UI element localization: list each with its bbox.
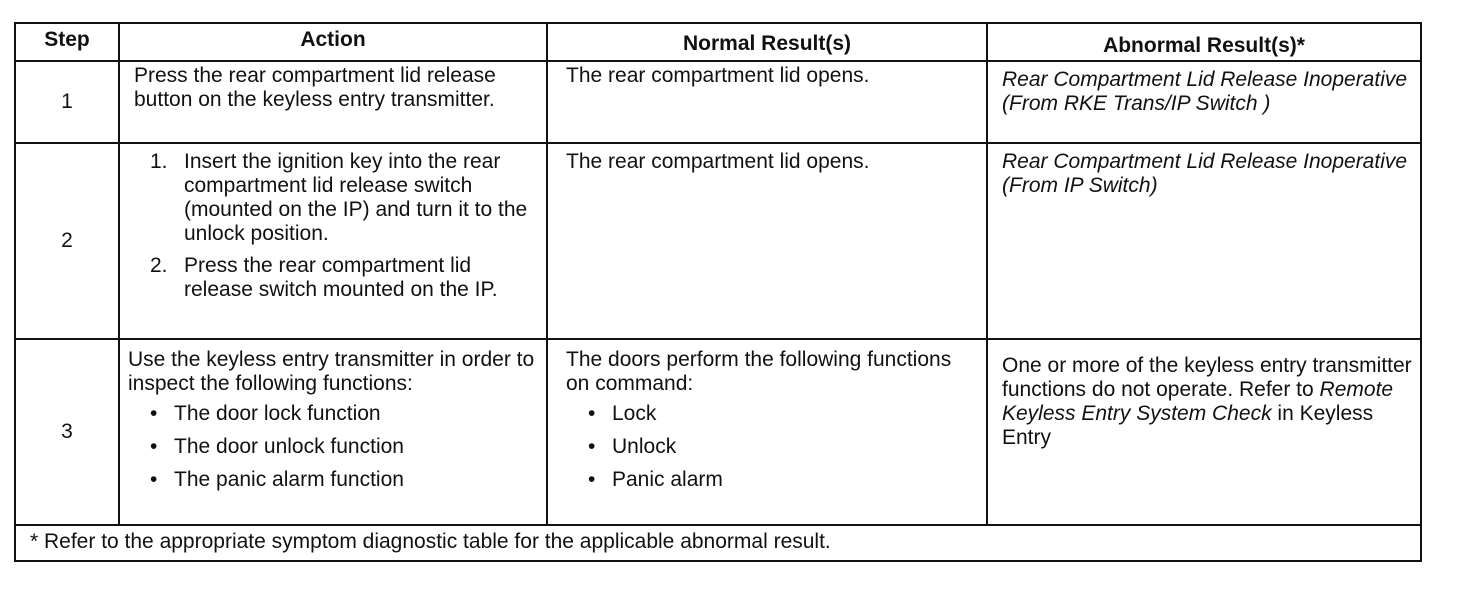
header-row bbox=[15, 23, 1421, 61]
table-row bbox=[15, 143, 1421, 339]
normal-result-text: The rear compartment lid opens. bbox=[566, 64, 870, 87]
normal-result-cell bbox=[547, 61, 987, 143]
normal-result-intro: The doors perform the following functions on command: bbox=[566, 348, 952, 395]
list-item-text: The panic alarm function bbox=[174, 468, 404, 491]
list-item-text: The door unlock function bbox=[174, 435, 404, 458]
action-bullet-list bbox=[128, 402, 538, 492]
abnormal-result-cell bbox=[987, 143, 1421, 339]
action-step-text: Insert the ignition key into the rear compartment lid release switch (mounted on the IP) and turn it to the unlock position. bbox=[184, 150, 528, 245]
abnormal-result-text-end: in Keyless Entry bbox=[1002, 402, 1374, 449]
list-item-text: Panic alarm bbox=[612, 468, 723, 491]
header-normal-result: Normal Result(s) bbox=[547, 23, 987, 61]
normal-result-text: The rear compartment lid opens. bbox=[566, 150, 870, 173]
table-row bbox=[15, 61, 1421, 143]
footnote: * Refer to the appropriate symptom diagnostic table for the applicable abnormal result. bbox=[15, 525, 1421, 561]
step-number: 1 bbox=[15, 61, 119, 143]
list-item-text: Unlock bbox=[612, 435, 677, 458]
list-item-text: The door lock function bbox=[174, 402, 381, 425]
abnormal-result-text: Rear Compartment Lid Release Inoperative (From RKE Trans/IP Switch ) bbox=[1002, 68, 1408, 115]
bullet-icon: • bbox=[588, 468, 596, 491]
action-step-number: 1. bbox=[150, 150, 168, 173]
list-item bbox=[588, 402, 978, 426]
action-steps-list bbox=[128, 150, 538, 302]
step-number: 3 bbox=[15, 339, 119, 525]
action-step bbox=[150, 254, 538, 302]
header-step: Step bbox=[15, 23, 119, 61]
header-action: Action bbox=[119, 23, 547, 61]
action-step-number: 2. bbox=[150, 254, 168, 277]
action-cell bbox=[119, 61, 547, 143]
abnormal-result-text: One or more of the keyless entry transmitter functions do not operate. Refer to bbox=[1002, 354, 1412, 401]
normal-bullet-list bbox=[566, 402, 978, 492]
abnormal-result-cell bbox=[987, 61, 1421, 143]
bullet-icon: • bbox=[150, 435, 158, 458]
table-row bbox=[15, 339, 1421, 525]
normal-result-cell bbox=[547, 143, 987, 339]
normal-result-cell bbox=[547, 339, 987, 525]
action-cell bbox=[119, 339, 547, 525]
list-item bbox=[588, 468, 978, 492]
list-item bbox=[150, 468, 538, 492]
diagnostic-table bbox=[14, 22, 1422, 562]
list-item bbox=[150, 435, 538, 459]
action-step bbox=[150, 150, 538, 246]
list-item-text: Lock bbox=[612, 402, 657, 425]
bullet-icon: • bbox=[588, 402, 596, 425]
abnormal-result-cell bbox=[987, 339, 1421, 525]
header-abnormal-result: Abnormal Result(s)* bbox=[987, 23, 1421, 61]
footnote-row bbox=[15, 525, 1421, 561]
abnormal-result-text: Rear Compartment Lid Release Inoperative (From IP Switch) bbox=[1002, 150, 1408, 197]
bullet-icon: • bbox=[150, 468, 158, 491]
step-number: 2 bbox=[15, 143, 119, 339]
action-intro: Use the keyless entry transmitter in order to inspect the following functions: bbox=[128, 348, 535, 395]
action-step-text: Press the rear compartment lid release switch mounted on the IP. bbox=[184, 254, 498, 301]
reference-link[interactable]: Remote Keyless Entry System Check bbox=[1002, 378, 1394, 425]
action-cell bbox=[119, 143, 547, 339]
bullet-icon: • bbox=[588, 435, 596, 458]
list-item bbox=[150, 402, 538, 426]
bullet-icon: • bbox=[150, 402, 158, 425]
diagnostic-table-container bbox=[14, 22, 1420, 562]
action-text: Press the rear compartment lid release button on the keyless entry transmitter. bbox=[134, 64, 496, 111]
list-item bbox=[588, 435, 978, 459]
